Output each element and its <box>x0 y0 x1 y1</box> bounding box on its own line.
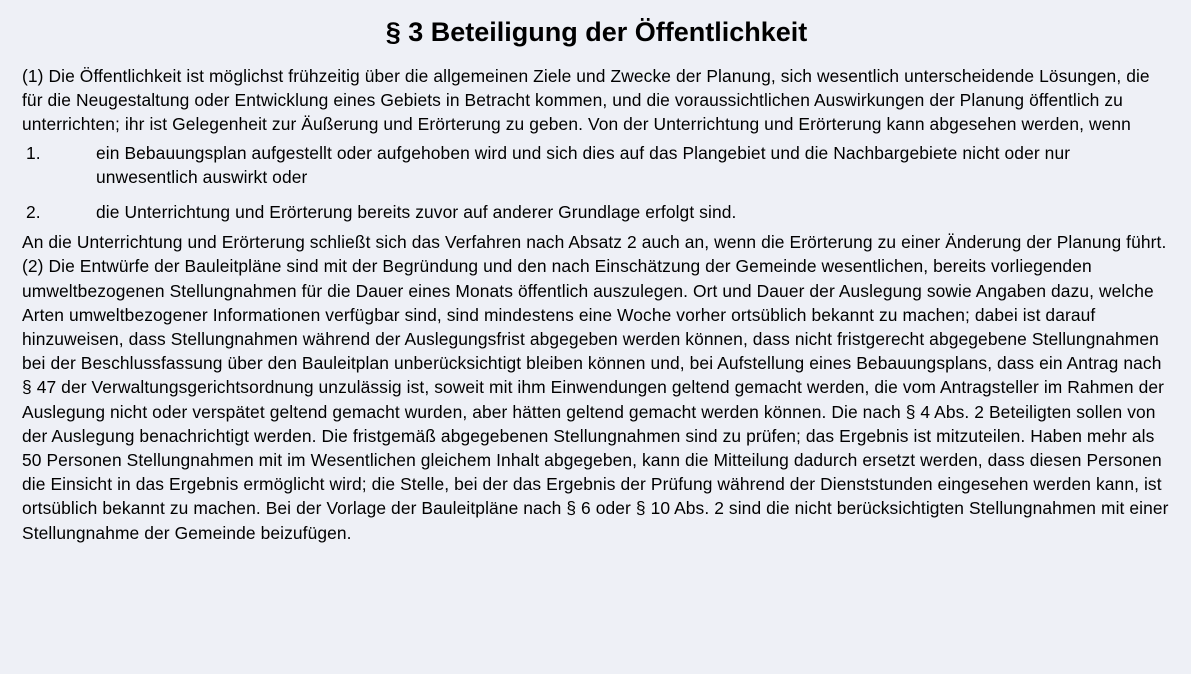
paragraph-3: (2) Die Entwürfe der Bauleitpläne sind mit der Begründung und den nach Einschätzung der Gemeinde wesentlichen, bereits vorliegenden umweltbezogenen Stellungnahmen für die Dauer eines Monats öffentlich auszulegen. Ort und Dauer der Auslegung sowie Angaben dazu, welche Arten umweltbezogener Informationen verfügbar sind, sind mindestens eine Woche vorher ortsüblich bekannt zu machen; dabei ist darauf hinzuweisen, dass Stellungnahmen während der Auslegungsfrist abgegeben werden können, dass nicht fristgerecht abgegebene Stellungnahmen bei der Beschlussfassung über den Bauleitplan unberücksichtigt bleiben können und, bei Aufstellung eines Bebauungsplans, dass ein Antrag nach § 47 der Verwaltungsgerichtsordnung unzulässig ist, soweit mit ihm Einwendungen geltend gemacht werden, die vom Antragsteller im Rahmen der Auslegung nicht oder verspätet geltend gemacht wurden, aber hätten geltend gemacht werden können. Die nach § 4 Abs. 2 Beteiligten sollen von der Auslegung benachrichtigt werden. Die fristgemäß abgegebenen Stellungnahmen sind zu prüfen; das Ergebnis ist mitzuteilen. Haben mehr als 50 Personen Stellungnahmen mit im Wesentlichen gleichem Inhalt abgegeben, kann die Mitteilung dadurch ersetzt werden, dass diesen Personen die Einsicht in das Ergebnis ermöglicht wird; die Stelle, bei der das Ergebnis der Prüfung während der Dienststunden eingesehen werden kann, ist ortsüblich bekannt zu machen. Bei der Vorlage der Bauleitpläne nach § 6 oder § 10 Abs. 2 sind die nicht berücksichtigten Stellungnahmen mit einer Stellungnahme der Gemeinde beizufügen. <box>22 256 1169 543</box>
paragraph-2: An die Unterrichtung und Erörterung schließt sich das Verfahren nach Absatz 2 auch an, wenn die Erörterung zu einer Änderung der Planung führt. <box>22 232 1167 253</box>
numbered-list <box>22 141 1171 225</box>
list-item-text: die Unterrichtung und Erörterung bereits zuvor auf anderer Grundlage erfolgt sind. <box>96 202 737 223</box>
list-item <box>22 141 1171 189</box>
list-item <box>22 200 1171 224</box>
list-item-number: 1. <box>26 142 41 163</box>
section-title: § 3 Beteiligung der Öffentlichkeit <box>385 17 808 47</box>
paragraph-1: (1) Die Öffentlichkeit ist möglichst frühzeitig über die allgemeinen Ziele und Zwecke der Planung, sich wesentlich unterscheidende Lösungen, die für die Neugestaltung oder Entwicklung eines Gebiets in Betracht kommen, und die voraussichtlichen Auswirkungen der Planung öffentlich zu unterrichten; ihr ist Gelegenheit zur Äußerung und Erörterung zu geben. Von der Unterrichtung und Erörterung kann abgesehen werden, wenn <box>22 66 1150 135</box>
list-item-number: 2. <box>26 202 41 223</box>
list-item-text: ein Bebauungsplan aufgestellt oder aufgehoben wird und sich dies auf das Plangebiet und die Nachbargebiete nicht oder nur unwesentlich auswirkt oder <box>96 142 1071 187</box>
